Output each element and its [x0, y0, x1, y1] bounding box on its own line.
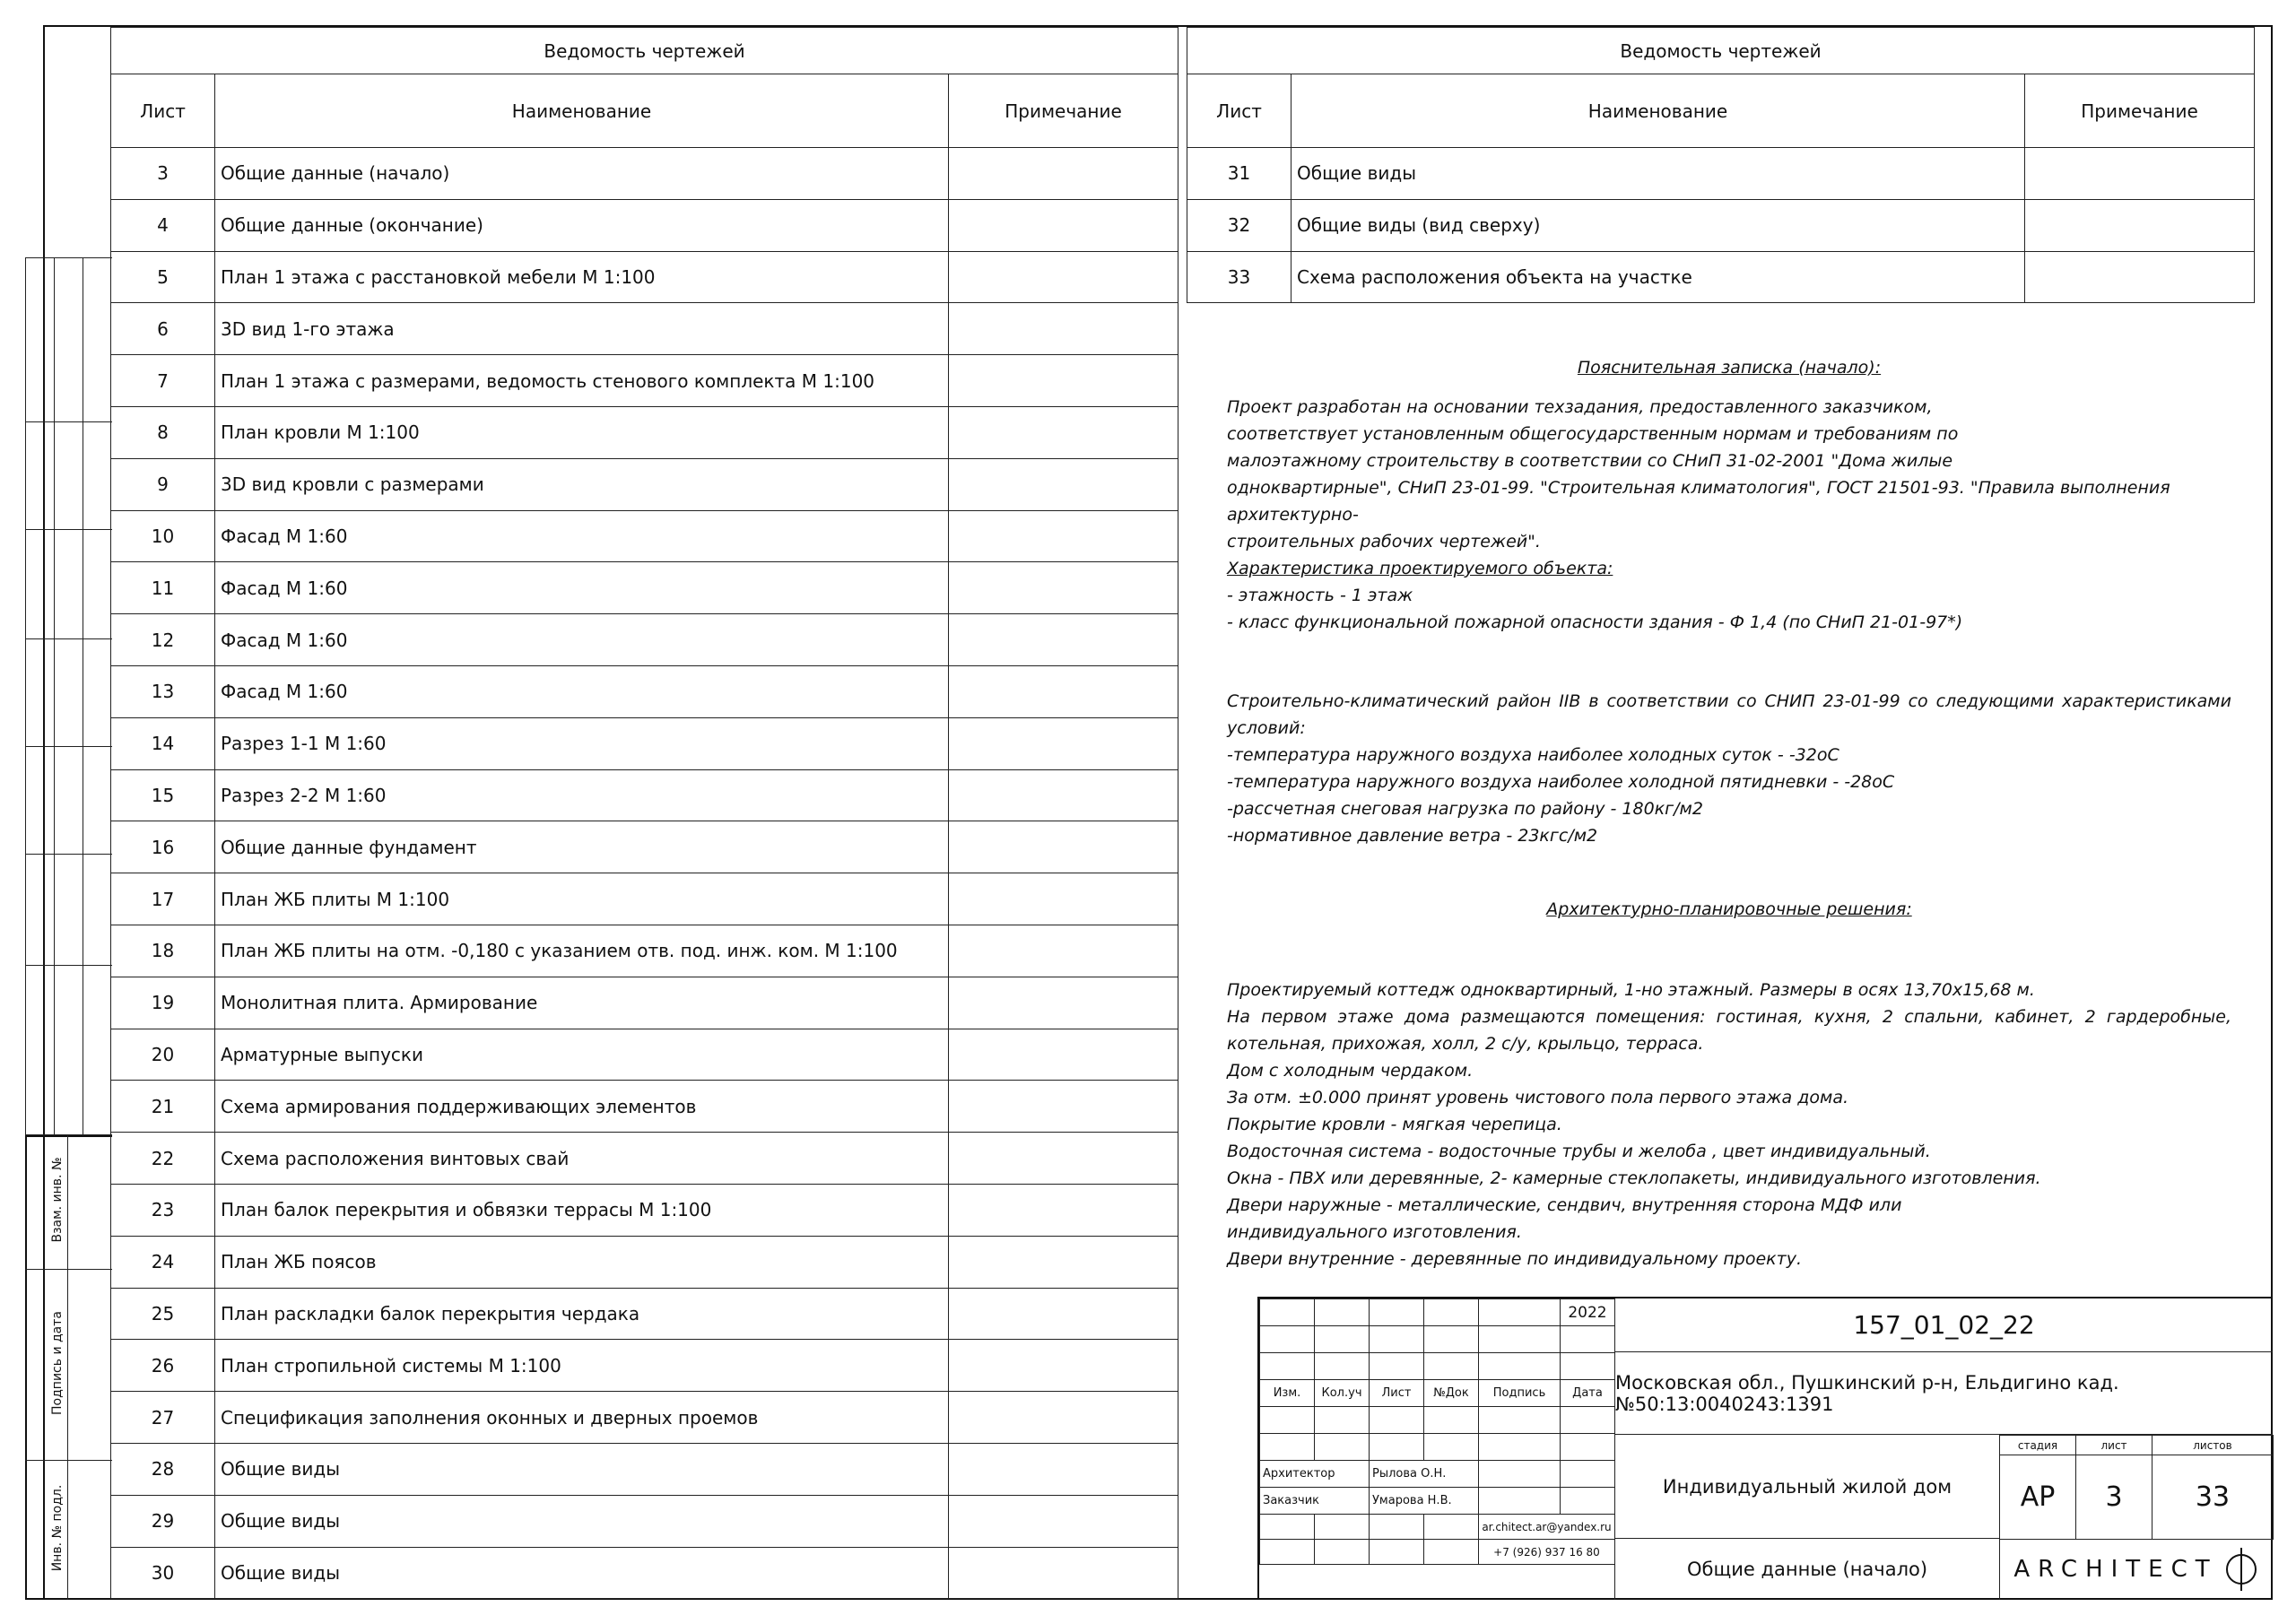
explanatory-note	[1227, 354, 2231, 1272]
sheet-name: 3D вид 1-го этажа	[215, 303, 949, 355]
note-line: -нормативное давление ветра - 23кгс/м2	[1227, 826, 1598, 846]
sheet-number: 5	[111, 251, 215, 303]
col-header-name-right: Наименование	[1292, 74, 2025, 148]
sheet-note	[949, 355, 1178, 407]
sheet-number: 23	[111, 1184, 215, 1236]
stamp-email: ar.chitect.ar@yandex.ru	[1479, 1515, 1615, 1540]
stamp-code: 157_01_02_22	[1614, 1298, 2273, 1352]
sheet-number: 12	[111, 614, 215, 666]
sheet-note	[2025, 148, 2255, 200]
title-block	[1257, 1297, 2273, 1600]
sheet-name: План ЖБ плиты М 1:100	[215, 873, 949, 925]
sheet-note	[949, 458, 1178, 510]
sheet-name: План ЖБ поясов	[215, 1236, 949, 1288]
note-line: За отм. ±0.000 принят уровень чистового пола первого этажа дома.	[1227, 1088, 1848, 1107]
sheet-note	[949, 1392, 1178, 1444]
sheet-name: План балок перекрытия и обвязки террасы М 1:100	[215, 1184, 949, 1236]
sheet-note	[949, 1288, 1178, 1340]
table-row	[111, 1340, 1178, 1392]
sheet-number: 33	[1187, 251, 1292, 303]
note-line: малоэтажному строительству в соответствии со СНиП 31-02-2001 "Дома жилые	[1227, 451, 1953, 471]
table-row	[111, 199, 1178, 251]
stamp-hdr-podpis: Подпись	[1479, 1380, 1561, 1407]
stamp-listov-label: листов	[2152, 1436, 2274, 1455]
note-line: индивидуального изготовления.	[1227, 1222, 1522, 1242]
sheet-name: Разрез 2-2 М 1:60	[215, 769, 949, 821]
sheet-number: 30	[111, 1547, 215, 1599]
sheet-note	[949, 873, 1178, 925]
col-header-note-right: Примечание	[2025, 74, 2255, 148]
sheet-number: 26	[111, 1340, 215, 1392]
note-line: Окна - ПВХ или деревянные, 2- камерные стеклопакеты, индивидуального изготовления.	[1227, 1168, 2041, 1188]
sheet-note	[949, 303, 1178, 355]
sheet-number: 13	[111, 665, 215, 717]
sheet-note	[949, 717, 1178, 769]
table-row	[111, 1392, 1178, 1444]
sheet-name: Монолитная плита. Армирование	[215, 977, 949, 1029]
sheet-number: 22	[111, 1133, 215, 1185]
table-row	[111, 769, 1178, 821]
table-row	[111, 148, 1178, 200]
side-vzam-label: Взам. инв. №	[50, 1157, 65, 1243]
sheet-note	[949, 510, 1178, 562]
table-row	[111, 562, 1178, 614]
note-line: Двери наружные - металлические, сендвич, внутренняя сторона МДФ или	[1227, 1195, 1902, 1215]
note-line: -рассчетная снеговая нагрузка по району - 180кг/м2	[1227, 799, 1703, 819]
sheet-number: 15	[111, 769, 215, 821]
sheet-name: Фасад М 1:60	[215, 665, 949, 717]
table-row	[111, 1184, 1178, 1236]
sheet-name: Общие данные фундамент	[215, 821, 949, 873]
table-row	[111, 1029, 1178, 1081]
sheet-note	[949, 1547, 1178, 1599]
note-line: соответствует установленным общегосударственным нормам и требованиям по	[1227, 424, 1959, 444]
table-row	[111, 821, 1178, 873]
sheet-name: План раскладки балок перекрытия чердака	[215, 1288, 949, 1340]
stamp-sheet-title: Общие данные (начало)	[1614, 1539, 1999, 1600]
table-row	[1187, 251, 2255, 303]
stamp-list-label: лист	[2076, 1436, 2152, 1455]
stamp-hdr-izm: Изм.	[1260, 1380, 1315, 1407]
note-line: - этажность - 1 этаж	[1227, 586, 1413, 605]
side-grid-upper	[25, 257, 112, 1135]
sheet-list-right	[1187, 27, 2255, 303]
sheet-name: Разрез 1-1 М 1:60	[215, 717, 949, 769]
table-row	[111, 925, 1178, 977]
table-row	[111, 1081, 1178, 1133]
sheet-number: 4	[111, 199, 215, 251]
sheet-note	[949, 406, 1178, 458]
sheet-note	[2025, 199, 2255, 251]
sheet-note	[949, 977, 1178, 1029]
sheet-name: Фасад М 1:60	[215, 562, 949, 614]
col-header-sheet: Лист	[111, 74, 215, 148]
sheet-name: Спецификация заполнения оконных и дверных проемов	[215, 1392, 949, 1444]
sheet-name: План ЖБ плиты на отм. -0,180 с указанием отв. под. инж. ком. М 1:100	[215, 925, 949, 977]
note-line: Проектируемый коттедж одноквартирный, 1-но этажный. Размеры в осях 13,70х15,68 м.	[1227, 980, 2035, 1000]
sheet-name: План 1 этажа с расстановкой мебели М 1:100	[215, 251, 949, 303]
sheet-number: 7	[111, 355, 215, 407]
side-strip	[25, 1135, 112, 1600]
note-line: одноквартирные", СНиП 23-01-99. "Строительная климатология", ГОСТ 21501-93. "Правила выполнения архитектурно-	[1227, 478, 2170, 525]
sheet-name: 3D вид кровли с размерами	[215, 458, 949, 510]
sheet-note	[949, 1495, 1178, 1547]
stamp-architect-name: Рылова О.Н.	[1370, 1461, 1479, 1488]
table-row	[111, 1495, 1178, 1547]
note-architecture	[1227, 977, 2231, 1272]
note-line: строительных рабочих чертежей".	[1227, 532, 1541, 551]
sheet-note	[949, 769, 1178, 821]
note-heading-1: Пояснительная записка (начало):	[1577, 358, 1882, 378]
table-row	[111, 251, 1178, 303]
sheet-list-title: Ведомость чертежей	[111, 28, 1178, 74]
sheet-name: Общие данные (начало)	[215, 148, 949, 200]
note-line: На первом этаже дома размещаются помещения: гостиная, кухня, 2 спальни, кабинет, 2 гардеробные, котельная, прихожая, холл, 2 с/у, крыльцо, терраса.	[1227, 1007, 2231, 1054]
sheet-number: 24	[111, 1236, 215, 1288]
table-row	[1187, 148, 2255, 200]
col-header-name: Наименование	[215, 74, 949, 148]
stamp-hdr-data: Дата	[1561, 1380, 1615, 1407]
sheet-name: Фасад М 1:60	[215, 510, 949, 562]
sheet-name: Фасад М 1:60	[215, 614, 949, 666]
note-line: Дом с холодным чердаком.	[1227, 1061, 1474, 1081]
sheet-number: 9	[111, 458, 215, 510]
stamp-object: Индивидуальный жилой дом	[1614, 1435, 1999, 1539]
sheet-name: План стропильной системы М 1:100	[215, 1340, 949, 1392]
side-podpis-label: Подпись и дата	[50, 1311, 65, 1415]
stamp-stage-label: стадия	[2000, 1436, 2076, 1455]
table-row	[111, 1236, 1178, 1288]
table-row	[111, 1443, 1178, 1495]
sheet-name: Общие виды	[215, 1443, 949, 1495]
sheet-number: 18	[111, 925, 215, 977]
sheet-number: 8	[111, 406, 215, 458]
sheet-note	[949, 1236, 1178, 1288]
sheet-name: Схема расположения объекта на участке	[1292, 251, 2025, 303]
sheet-note	[949, 1029, 1178, 1081]
table-row	[111, 303, 1178, 355]
note-line: - класс функциональной пожарной опасности здания - Ф 1,4 (по СНиП 21-01-97*)	[1227, 612, 1963, 632]
sheet-number: 28	[111, 1443, 215, 1495]
sheet-note	[949, 1340, 1178, 1392]
sheet-number: 11	[111, 562, 215, 614]
stamp-year: 2022	[1561, 1299, 1615, 1326]
sheet-number: 10	[111, 510, 215, 562]
sheet-number: 17	[111, 873, 215, 925]
sheet-name: Общие виды (вид сверху)	[1292, 199, 2025, 251]
sheet-name: Общие данные (окончание)	[215, 199, 949, 251]
sheet-number: 21	[111, 1081, 215, 1133]
sheet-note	[949, 199, 1178, 251]
table-row	[111, 1288, 1178, 1340]
sheet-number: 25	[111, 1288, 215, 1340]
table-row	[111, 614, 1178, 666]
stamp-hdr-ndok: №Док	[1424, 1380, 1479, 1407]
sheet-note	[949, 1443, 1178, 1495]
note-climate	[1227, 688, 2231, 849]
sheet-note	[949, 1081, 1178, 1133]
sheet-number: 3	[111, 148, 215, 200]
stamp-stage: АР	[2000, 1455, 2076, 1540]
table-row	[111, 406, 1178, 458]
sheet-note	[2025, 251, 2255, 303]
sheet-number: 14	[111, 717, 215, 769]
col-header-sheet-right: Лист	[1187, 74, 1292, 148]
table-row	[111, 977, 1178, 1029]
stamp-customer-role: Заказчик	[1260, 1488, 1370, 1515]
sheet-name: Арматурные выпуски	[215, 1029, 949, 1081]
note-line: -температура наружного воздуха наиболее холодных суток - -32oC	[1227, 745, 1839, 765]
logo-mark-icon	[2223, 1546, 2259, 1593]
sheet-number: 16	[111, 821, 215, 873]
stamp-hdr-list: Лист	[1370, 1380, 1424, 1407]
table-row	[111, 1133, 1178, 1185]
sheet-note	[949, 925, 1178, 977]
sheet-note	[949, 614, 1178, 666]
stamp-hdr-koluch: Кол.уч	[1315, 1380, 1370, 1407]
table-row	[111, 717, 1178, 769]
col-header-note: Примечание	[949, 74, 1178, 148]
sheet-list-left	[110, 27, 1178, 1599]
table-row	[111, 1547, 1178, 1599]
sheet-note	[949, 562, 1178, 614]
stamp-sheet: 3	[2076, 1455, 2152, 1540]
table-row	[111, 873, 1178, 925]
note-line: Строительно-климатический район IIВ в соответствии со СНИП 23-01-99 со следующими характеристиками условий:	[1227, 691, 2231, 738]
sheet-number: 29	[111, 1495, 215, 1547]
sheet-name: Общие виды	[215, 1547, 949, 1599]
sheet-note	[949, 1133, 1178, 1185]
logo-text: ARCHITECT	[2013, 1556, 2218, 1583]
note-heading-2: Архитектурно-планировочные решения:	[1546, 899, 1912, 919]
sheet-note	[949, 1184, 1178, 1236]
note-line: Водосточная система - водосточные трубы и желоба , цвет индивидуальный.	[1227, 1142, 1931, 1161]
sheet-name: Схема армирования поддерживающих элементов	[215, 1081, 949, 1133]
note-line: Двери внутренние - деревянные по индивидуальному проекту.	[1227, 1249, 1802, 1269]
table-row	[111, 458, 1178, 510]
note-line: -температура наружного воздуха наиболее холодной пятидневки - -28oC	[1227, 772, 1895, 792]
stamp-architect-role: Архитектор	[1260, 1461, 1370, 1488]
sheet-name: Схема расположения винтовых свай	[215, 1133, 949, 1185]
sheet-number: 19	[111, 977, 215, 1029]
sheet-number: 32	[1187, 199, 1292, 251]
note-characteristics	[1227, 582, 2231, 636]
sheet-name: Общие виды	[215, 1495, 949, 1547]
sheet-name: План 1 этажа с размерами, ведомость стенового комплекта М 1:100	[215, 355, 949, 407]
stamp-sheets: 33	[2152, 1455, 2274, 1540]
side-inv-label: Инв. № подл.	[50, 1484, 65, 1572]
note-line: Проект разработан на основании техзадания, предоставленного заказчиком,	[1227, 397, 1933, 417]
stamp-address: Московская обл., Пушкинский р-н, Ельдигино кад. №50:13:0040243:1391	[1614, 1352, 2273, 1435]
table-row	[111, 665, 1178, 717]
sheet-number: 6	[111, 303, 215, 355]
architect-logo	[1999, 1539, 2273, 1600]
stamp-phone: +7 (926) 937 16 80	[1479, 1540, 1615, 1565]
sheet-name: План кровли М 1:100	[215, 406, 949, 458]
stamp-customer-name: Умарова Н.В.	[1370, 1488, 1479, 1515]
table-row	[111, 355, 1178, 407]
note-line: Покрытие кровли - мягкая черепица.	[1227, 1115, 1562, 1134]
sheet-note	[949, 148, 1178, 200]
sheet-name: Общие виды	[1292, 148, 2025, 200]
sheet-number: 27	[111, 1392, 215, 1444]
sheet-note	[949, 665, 1178, 717]
note-intro	[1227, 394, 2231, 555]
sheet-list-title-right: Ведомость чертежей	[1187, 28, 2255, 74]
sheet-number: 31	[1187, 148, 1292, 200]
table-row	[1187, 199, 2255, 251]
note-char-heading: Характеристика проектируемого объекта:	[1227, 559, 1613, 578]
table-row	[111, 510, 1178, 562]
sheet-note	[949, 251, 1178, 303]
sheet-note	[949, 821, 1178, 873]
sheet-number: 20	[111, 1029, 215, 1081]
